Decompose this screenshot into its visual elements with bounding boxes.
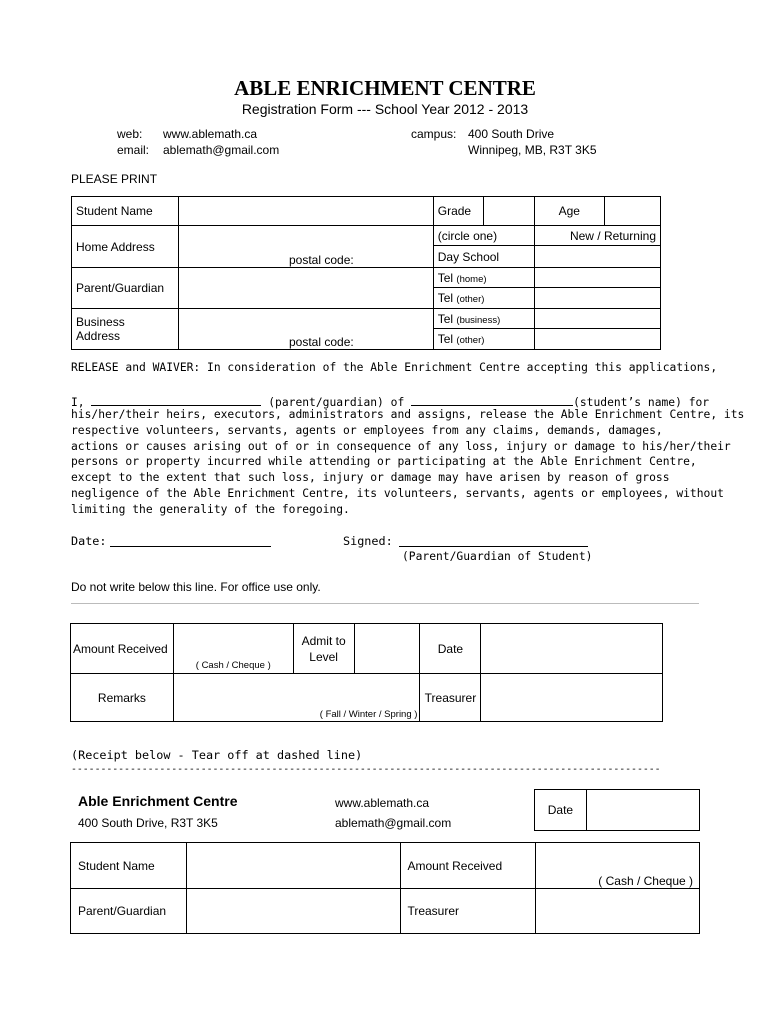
- waiver-body-line: negligence of the Able Enrichment Centre, its volunteers, servants, agents or employees, without: [71, 486, 724, 500]
- amount-received-field[interactable]: [173, 624, 293, 674]
- web-value: www.ablemath.ca: [163, 127, 258, 141]
- receipt-treasurer-field[interactable]: [536, 889, 700, 934]
- tel-label: Tel: [437, 332, 454, 346]
- waiver-i: I,: [71, 396, 85, 409]
- business-address-label: [72, 309, 179, 350]
- tel-other-field[interactable]: [534, 288, 660, 309]
- waiver-body-line: except to the extent that such loss, injury or damage may have arisen by reason of gross: [71, 471, 670, 485]
- tel-label: Tel: [437, 270, 454, 285]
- student-name-label: Student Name: [72, 197, 179, 226]
- page-subtitle: Registration Form --- School Year 2012 - 2013: [241, 101, 529, 117]
- office-date-label: Date: [420, 624, 481, 674]
- office-divider: [71, 603, 699, 604]
- receipt-student-name-field[interactable]: [186, 843, 400, 889]
- tel-other2-label: [433, 329, 534, 350]
- receipt-parent-label: Parent/Guardian: [71, 889, 187, 934]
- grade-label: Grade: [433, 197, 483, 226]
- tel-business-qualifier: (business): [456, 314, 501, 326]
- date-label: Date:: [71, 534, 107, 548]
- business-label-line1: Business: [76, 315, 125, 329]
- email-label: email:: [117, 143, 150, 157]
- tel-other-qualifier: (other): [456, 294, 485, 305]
- receipt-email: ablemath@gmail.com: [335, 816, 452, 830]
- receipt-tear-note: (Receipt below - Tear off at dashed line): [71, 748, 363, 762]
- day-school-field[interactable]: [534, 246, 660, 268]
- tel-other2-qualifier: (other): [456, 335, 485, 346]
- waiver-body-line: his/her/their heirs, executors, administrators and assigns, release the Able Enrichment Centre, its: [71, 408, 745, 421]
- registration-table: [71, 196, 661, 350]
- cash-cheque-note: ( Cash / Cheque ): [195, 660, 271, 671]
- tel-other-label: [433, 288, 534, 309]
- waiver-intro: RELEASE and WAIVER: In consideration of the Able Enrichment Centre accepting this applications,: [71, 361, 718, 374]
- waiver-body-line: persons or property incurred while attending or participating at the Able Enrichment Centre,: [71, 455, 697, 469]
- signed-label: Signed:: [343, 534, 393, 548]
- tel-home-label: [433, 268, 534, 288]
- receipt-amount-label: Amount Received: [401, 843, 536, 889]
- treasurer-field[interactable]: [481, 674, 663, 722]
- date-blank[interactable]: [110, 546, 271, 547]
- signed-caption: (Parent/Guardian of Student): [402, 550, 593, 563]
- waiver-students-name: (student’s name) for: [573, 396, 710, 409]
- receipt-date-box: [534, 789, 700, 831]
- office-use-notice: Do not write below this line. For office use only.: [71, 580, 321, 594]
- tel-other2-field[interactable]: [534, 329, 660, 350]
- receipt-web: www.ablemath.ca: [335, 796, 430, 810]
- please-print-note: PLEASE PRINT: [71, 172, 158, 186]
- amount-received-label: Amount Received: [71, 624, 174, 674]
- tear-off-line: ----------------------------------------------------------------------------------------------------: [71, 764, 661, 775]
- signature-blank[interactable]: [399, 546, 588, 547]
- receipt-org-name: Able Enrichment Centre: [78, 793, 238, 809]
- receipt-treasurer-label: Treasurer: [401, 889, 536, 934]
- tel-label: Tel: [437, 311, 454, 326]
- admit-to-text: Admit to: [301, 633, 346, 648]
- admit-level-field[interactable]: [354, 624, 420, 674]
- home-address-field[interactable]: [178, 226, 433, 268]
- receipt-table: [70, 842, 700, 934]
- tel-home-qualifier: (home): [456, 273, 487, 285]
- parent-guardian-field[interactable]: [178, 268, 433, 309]
- office-date-field[interactable]: [481, 624, 663, 674]
- receipt-date-label: Date: [535, 790, 587, 831]
- receipt-date-field[interactable]: [586, 790, 699, 831]
- business-label-line2: Address: [76, 329, 121, 343]
- circle-one-label: (circle one): [433, 226, 534, 246]
- waiver-body-line: respective volunteers, servants, agents or employees from any claims, demands, damages,: [71, 423, 663, 437]
- web-label: web:: [117, 127, 143, 141]
- waiver-body: [71, 407, 744, 518]
- parent-guardian-label: Parent/Guardian: [72, 268, 179, 309]
- business-address-field[interactable]: [178, 309, 433, 350]
- student-name-blank[interactable]: [411, 393, 573, 406]
- remarks-label: Remarks: [71, 674, 174, 722]
- email-value: ablemath@gmail.com: [163, 143, 280, 157]
- treasurer-label: Treasurer: [420, 674, 481, 722]
- receipt-amount-field[interactable]: [536, 843, 700, 889]
- business-postal-code-label: postal code:: [288, 335, 354, 349]
- tel-business-field[interactable]: [534, 309, 660, 329]
- receipt-student-name-label: Student Name: [71, 843, 187, 889]
- home-address-label: Home Address: [72, 226, 179, 268]
- student-name-field[interactable]: [178, 197, 433, 226]
- home-postal-code-label: postal code:: [288, 253, 354, 267]
- waiver-body-line: actions or causes arising out of or in consequence of any loss, injury or damage to his/her/their: [71, 439, 731, 453]
- receipt-org-address: 400 South Drive, R3T 3K5: [78, 816, 218, 830]
- receipt-parent-field[interactable]: [186, 889, 400, 934]
- waiver-body-line: limiting the generality of the foregoing.: [71, 502, 350, 516]
- campus-address-line2: Winnipeg, MB, R3T 3K5: [468, 143, 597, 157]
- term-options: ( Fall / Winter / Spring ): [319, 709, 418, 720]
- grade-field[interactable]: [483, 197, 534, 226]
- day-school-label: Day School: [433, 246, 534, 268]
- new-returning-option[interactable]: New / Returning: [534, 226, 660, 246]
- campus-address-line1: 400 South Drive: [468, 127, 555, 141]
- tel-home-field[interactable]: [534, 268, 660, 288]
- waiver-parent-of: (parent/guardian) of: [268, 396, 405, 409]
- tel-label: Tel: [437, 291, 454, 305]
- receipt-cash-cheque-note: ( Cash / Cheque ): [598, 874, 693, 888]
- office-table: [70, 623, 663, 722]
- campus-label: campus:: [411, 127, 457, 141]
- admit-to-level-label: [293, 624, 354, 674]
- age-field[interactable]: [604, 197, 660, 226]
- level-text: Level: [309, 649, 338, 664]
- remarks-field[interactable]: [173, 674, 420, 722]
- parent-name-blank[interactable]: [91, 393, 261, 406]
- page-title: ABLE ENRICHMENT CENTRE: [234, 76, 536, 100]
- age-label: Age: [534, 197, 604, 226]
- tel-business-label: [433, 309, 534, 329]
